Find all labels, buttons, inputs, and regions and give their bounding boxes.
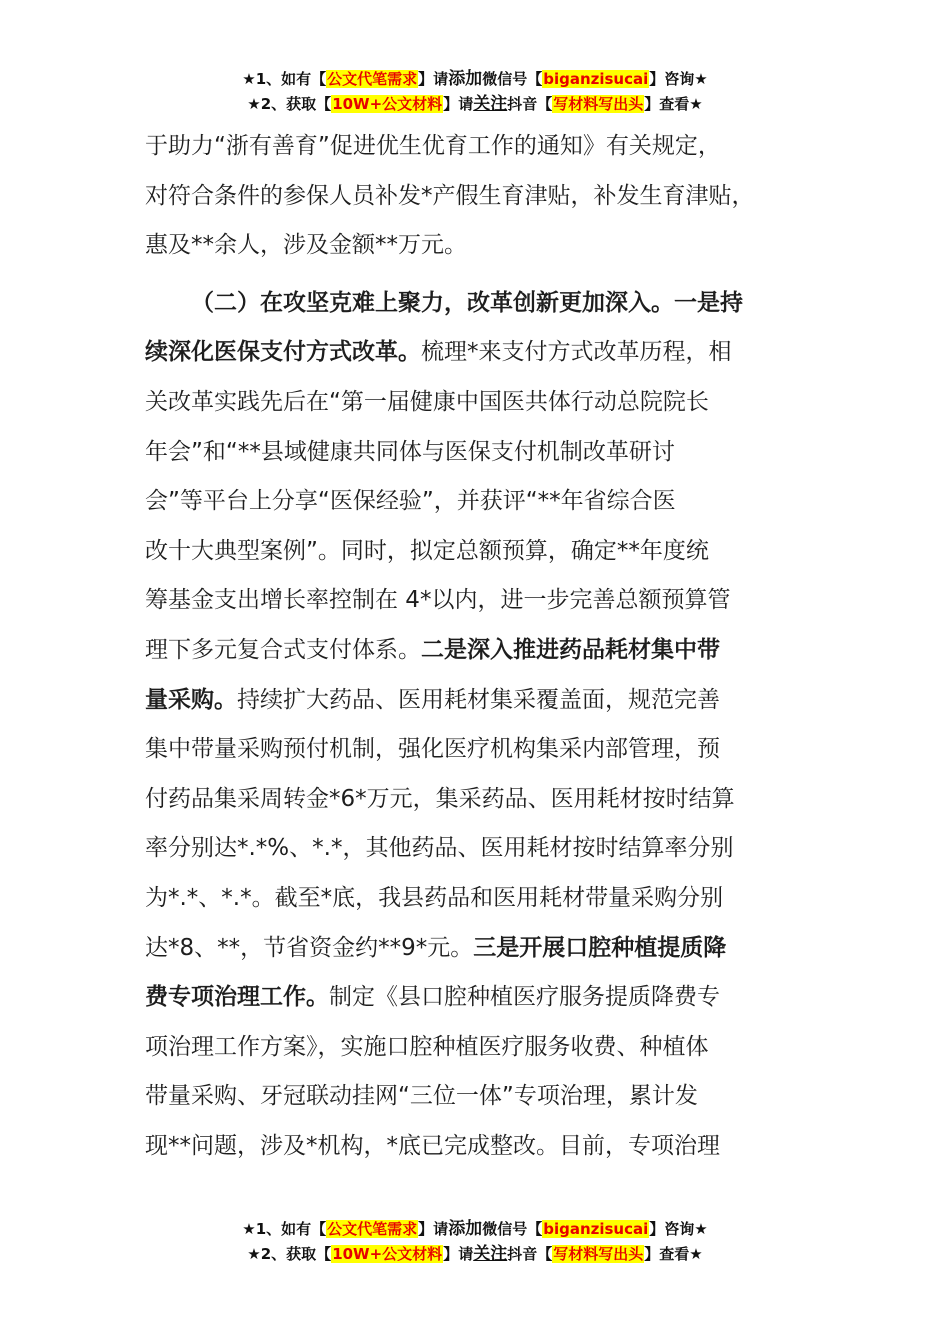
highlight-wechat-id: biganzisucai xyxy=(543,70,649,88)
highlight-service: 公文代笔需求 xyxy=(327,1220,418,1238)
header-banner xyxy=(0,67,950,117)
banner-line-2: ★2、获取【10W+公文材料】请关注抖音【写材料写出头】查看★ xyxy=(247,94,703,114)
text-line: 关改革实践先后在“第一届健康中国医共体行动总院院长 xyxy=(145,388,709,415)
banner-line-1: ★1、如有【公文代笔需求】请添加微信号【biganzisucai】咨询★ xyxy=(242,1219,708,1239)
star-icon: ★ xyxy=(242,1220,256,1238)
highlight-wechat-id: biganzisucai xyxy=(543,1220,649,1238)
text-line: 项治理工作方案》，实施口腔种植医疗服务收费、种植体 xyxy=(145,1033,709,1060)
section-heading: （二）在攻坚克难上聚力，改革创新更加深入。一是持 xyxy=(191,289,743,316)
text-line: 改十大典型案例”。同时，拟定总额预算，确定**年度统 xyxy=(145,537,709,564)
text-line: 年会”和“**县域健康共同体与医保支付机制改革研讨 xyxy=(145,438,675,465)
text-line: 带量采购、牙冠联动挂网“三位一体”专项治理，累计发 xyxy=(145,1083,698,1110)
document-body xyxy=(145,122,825,1171)
footer-banner xyxy=(0,1217,950,1267)
highlight-materials: 10W+公文材料 xyxy=(332,1245,443,1263)
banner-line-2: ★2、获取【10W+公文材料】请关注抖音【写材料写出头】查看★ xyxy=(247,1244,703,1264)
text-line: 率分别达*.*%、*.*，其他药品、医用耗材按时结算率分别 xyxy=(145,835,734,862)
text-line: 为*.*、*.*。截至*底，我县药品和医用耗材带量采购分别 xyxy=(145,884,724,911)
star-icon: ★ xyxy=(242,70,256,88)
star-icon: ★ xyxy=(247,95,261,113)
text-line: 理下多元复合式支付体系。二是深入推进药品耗材集中带 xyxy=(145,636,720,663)
text-line: 会”等平台上分享“医保经验”，并获评“**年省综合医 xyxy=(145,488,676,515)
highlight-materials: 10W+公文材料 xyxy=(332,95,443,113)
text-line: 付药品集采周转金*6*万元，集采药品、医用耗材按时结算 xyxy=(145,785,735,812)
highlight-service: 公文代笔需求 xyxy=(327,70,418,88)
text-line: 筹基金支出增长率控制在 4*以内，进一步完善总额预算管 xyxy=(145,587,731,614)
text-line: 于助力“浙有善育”促进优生优育工作的通知》有关规定， xyxy=(145,133,721,159)
highlight-douyin-account: 写材料写出头 xyxy=(553,1245,644,1263)
text-line: 达*8、**，节省资金约**9*元。三是开展口腔种植提质降 xyxy=(145,934,727,961)
text-line: 集中带量采购预付机制，强化医疗机构集采内部管理，预 xyxy=(145,736,720,763)
text-line: 对符合条件的参保人员补发*产假生育津贴，补发生育津贴， xyxy=(145,182,755,209)
text-line: 续深化医保支付方式改革。梳理*来支付方式改革历程，相 xyxy=(145,339,732,366)
banner-line-1: ★1、如有【公文代笔需求】请添加微信号【biganzisucai】咨询★ xyxy=(242,69,708,89)
text-line: 惠及**余人，涉及金额**万元。 xyxy=(145,232,467,259)
text-line: 量采购。持续扩大药品、医用耗材集采覆盖面，规范完善 xyxy=(145,686,720,713)
star-icon: ★ xyxy=(247,1245,261,1263)
highlight-douyin-account: 写材料写出头 xyxy=(553,95,644,113)
text-line: 现**问题，涉及*机构，*底已完成整改。目前，专项治理 xyxy=(145,1132,720,1159)
text-line: 费专项治理工作。制定《县口腔种植医疗服务提质降费专 xyxy=(145,984,720,1011)
